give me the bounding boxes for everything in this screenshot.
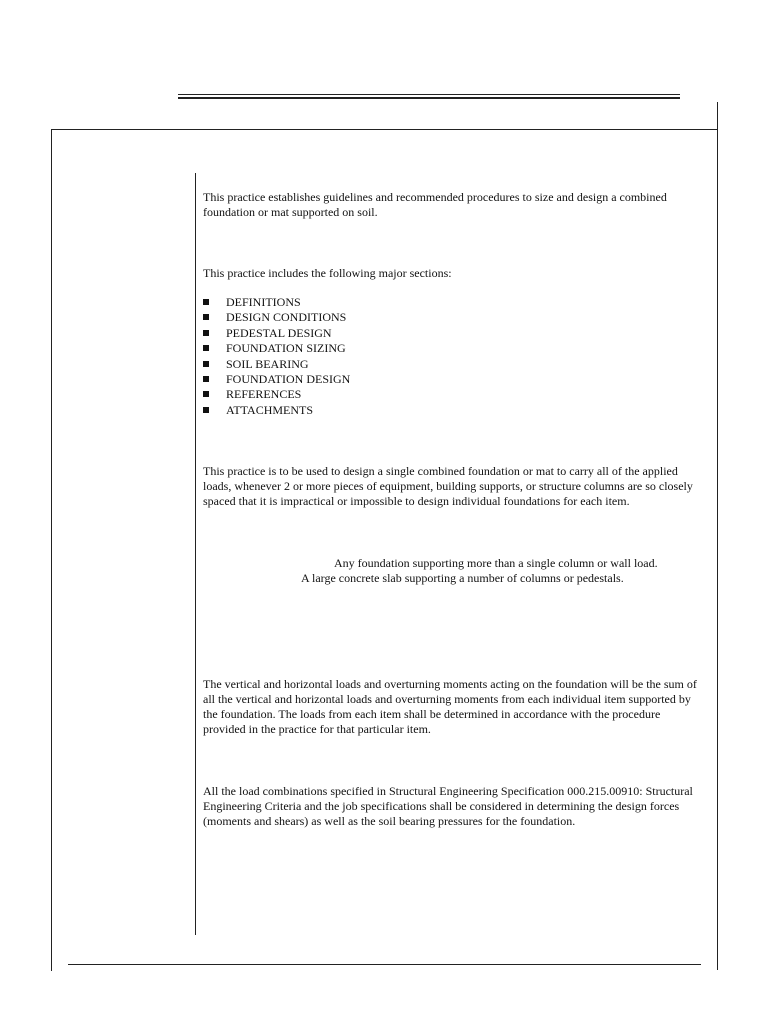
square-bullet-icon [203, 345, 209, 351]
sections-intro: This practice includes the following major sections: [203, 266, 452, 280]
list-item: SOIL BEARING [203, 357, 350, 372]
list-item: ATTACHMENTS [203, 403, 350, 418]
square-bullet-icon [203, 314, 209, 320]
header-rule-top [178, 94, 680, 95]
list-item: DESIGN CONDITIONS [203, 310, 350, 325]
page-frame-left-border [51, 129, 52, 971]
list-item: FOUNDATION SIZING [203, 341, 350, 356]
square-bullet-icon [203, 299, 209, 305]
list-item: PEDESTAL DESIGN [203, 326, 350, 341]
square-bullet-icon [203, 376, 209, 382]
square-bullet-icon [203, 361, 209, 367]
square-bullet-icon [203, 330, 209, 336]
square-bullet-icon [203, 407, 209, 413]
header-rule-bottom [178, 97, 680, 99]
loads-paragraph: The vertical and horizontal loads and overturning moments acting on the foundation will be the sum of all the vertical and horizontal loads and overturning moments from each individual item supported by the foundation. The loads from each item shall be determined in accordance with the procedure provided in the practice for that particular item. [203, 677, 697, 736]
list-item: REFERENCES [203, 387, 350, 402]
footer-rule [68, 964, 701, 965]
list-item: FOUNDATION DESIGN [203, 372, 350, 387]
mat-definition: A large concrete slab supporting a number of columns or pedestals. [301, 571, 624, 585]
combined-foundation-definition: Any foundation supporting more than a single column or wall load. [334, 556, 658, 570]
page-frame-top-border [51, 129, 717, 130]
scope-paragraph: This practice establishes guidelines and recommended procedures to size and design a combined foundation or mat supported on soil. [203, 190, 667, 219]
application-paragraph: This practice is to be used to design a single combined foundation or mat to carry all of the applied loads, whenever 2 or more pieces of equipment, building supports, or structure columns are so closely spaced that it is impractical or impossible to design individual foundations for each item. [203, 464, 693, 508]
page-frame-right-border [717, 102, 718, 970]
load-combinations-paragraph: All the load combinations specified in Structural Engineering Specification 000.215.00910: Structural Engineering Criteria and the job specifications shall be considered in determining the design forces (moments and shears) as well as the soil bearing pressures for the foundation. [203, 784, 693, 828]
list-item: DEFINITIONS [203, 295, 350, 310]
sections-list [203, 295, 350, 418]
square-bullet-icon [203, 391, 209, 397]
content-column-divider [195, 173, 196, 935]
